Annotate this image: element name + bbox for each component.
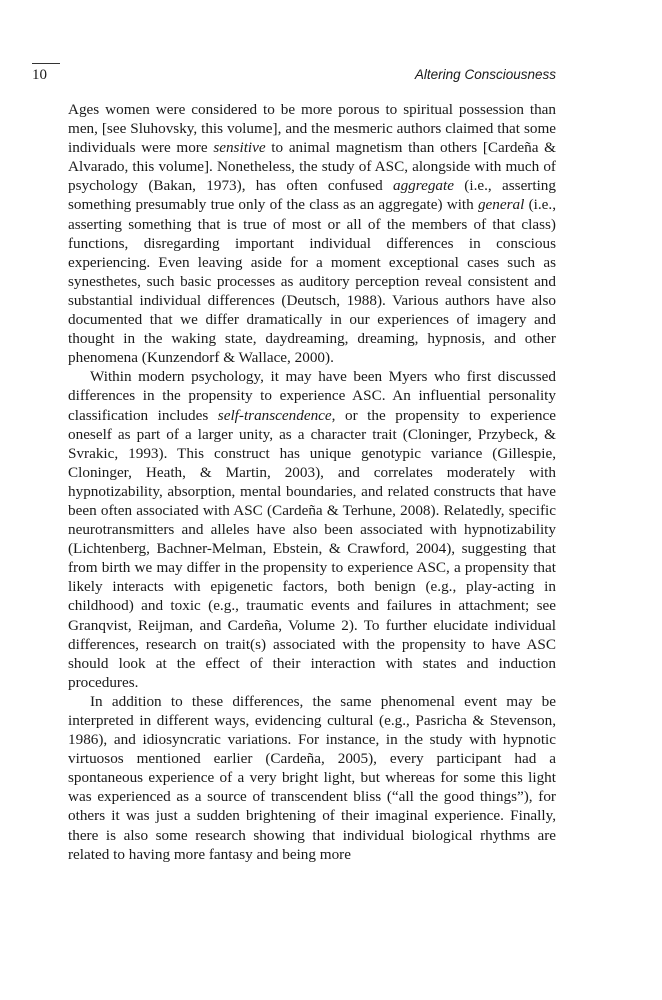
text-segment: (i.e., asserting something that is true of most or all of the members of that class) functions, disregarding important individual differences in conscious experiencing. Even leaving aside for a moment exceptional cases such as synesthetes, such basic processes as auditory perception reveal consistent and substantial individual differences (Deutsch, 1988). Various authors have also documented that we differ dramatically in our experiences of imagery and thought in the waking state, daydreaming, dreaming, hypnosis, and other phenomena (Kunzendorf & Wallace, 2000).: [68, 196, 556, 367]
running-head-title: Altering Consciousness: [414, 67, 556, 82]
text-segment: Within modern psychology, it may have been Myers who first discussed differences in the propensity to experience ASC. An influential personality classification includes: [68, 368, 556, 424]
paragraph-3: [68, 692, 556, 864]
text-segment: (i.e., asserting something presumably true only of the class as an aggregate) with: [68, 177, 556, 214]
paragraph-1: [68, 100, 556, 367]
text-segment: Ages women were considered to be more porous to spiritual possession than men, [see Sluhovsky, this volume], and the mesmeric authors claimed that some individuals were more: [68, 101, 556, 157]
body-text: [68, 100, 556, 864]
header-rule: [32, 63, 60, 64]
text-segment: In addition to these differences, the same phenomenal event may be interpreted in different ways, evidencing cultural (e.g., Pasricha & Stevenson, 1986), and idiosyncratic variations. For instance, in the study with hypnotic virtuosos mentioned earlier (Cardeña, 2005), every participant had a spontaneous experience of a very bright light, but whereas for some this light was experienced as a source of transcendent bliss (“all the good things”), for others it was just a sudden brightening of their imaginal experience. Finally, there is also some research showing that individual biological rhythms are related to having more fantasy and being more: [68, 692, 556, 863]
text-segment: , or the propensity to experience oneself as part of a larger unity, as a character trait (Cloninger, Przybeck, & Svrakic, 1993). This construct has unique genotypic variance (Gillespie, Cloninger, Heath, & Martin, 2003), and correlates moderately with hypnotizability, absorption, mental boundaries, and related constructs that have been often associated with ASC (Cardeña & Terhune, 2008). Relatedly, specific neurotransmitters and alleles have also been associated with hypnotizability (Lichtenberg, Bachner-Melman, Ebstein, & Crawford, 2004), suggesting that from birth we may differ in the propensity to experience ASC, a propensity that likely interacts with epigenetic factors, both benign (e.g., play-acting in childhood) and toxic (e.g., traumatic events and failures in attachment; see Granqvist, Reijman, and Cardeña, Volume 2). To further elucidate individual differences, research on trait(s) associated with the propensity to have ASC should look at the effect of their interaction with states and induction procedures.: [68, 406, 556, 691]
italic-term: self-transcendence: [217, 406, 332, 424]
italic-term: aggregate: [392, 177, 454, 195]
text-segment: to animal magnetism than others [Cardeña & Alvarado, this volume]. Nonetheless, the study of ASC, alongside with much of psychology (Bakan, 1973), has often confused: [68, 139, 556, 195]
italic-term: sensitive: [213, 139, 266, 157]
italic-term: general: [477, 196, 525, 214]
page-number: 10: [32, 67, 47, 83]
paragraph-2: [68, 367, 556, 692]
